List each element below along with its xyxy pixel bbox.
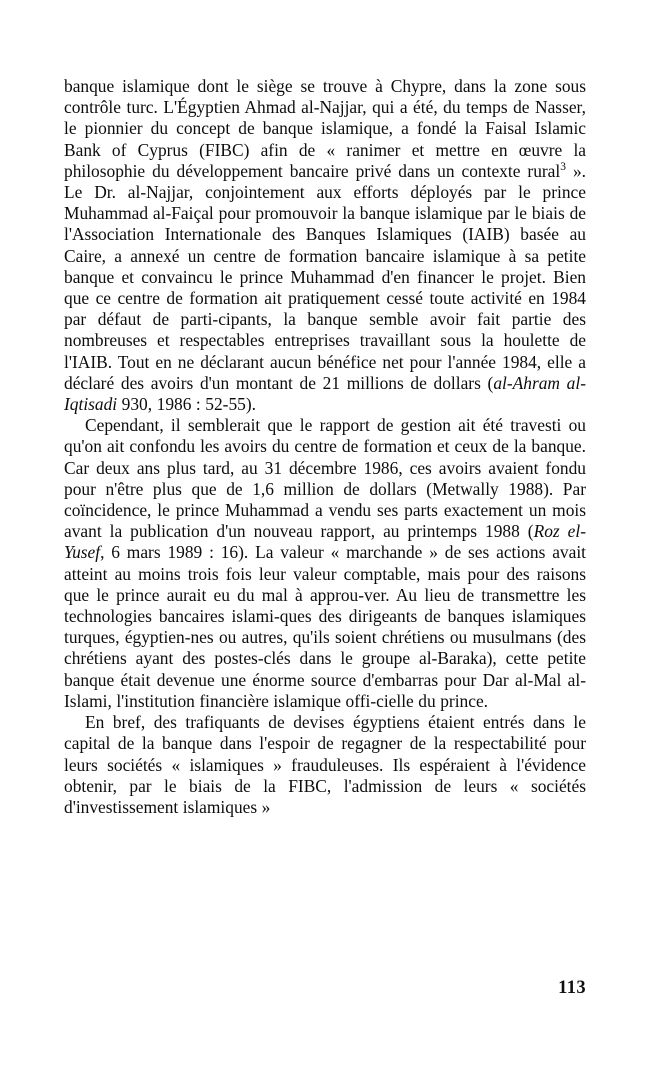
- text-run: Cependant, il semblerait que le rapport de gestion ait été travesti ou qu'on ait confondu les avoirs du centre de formation et ceux de la banque. Car deux ans plus tard, au 31 décembre 1986, ces avoirs avaient fondu pour n'être plus que de 1,6 million de dollars (Metwally 1988). Par coïncidence, le prince Muhammad a vendu ses parts exactement un mois avant la publication d'un nouveau rapport, au printemps 1988 (: [64, 415, 586, 542]
- italic-citation: al-Ahram al-Iqtisadi: [64, 372, 586, 415]
- paragraph-cyprus-bank: [64, 76, 586, 415]
- paragraph-management-report: [64, 415, 586, 712]
- paragraph-currency-traffickers: [64, 712, 586, 818]
- text-run: banque islamique dont le siège se trouve à Chypre, dans la zone sous contrôle turc. L'Égyptien Ahmad al-Najjar, qui a été, du temps de Nasser, le pionnier du concept de banque islamique, a fondé la Faisal Islamic Bank of Cyprus (FIBC) afin de « ranimer et mettre en œuvre la philosophie du développement bancaire privé dans un contexte rural: [64, 76, 586, 181]
- text-run: ». Le Dr. al-Najjar, conjointement aux efforts déployés par le prince Muhammad al-Faiçal pour promouvoir la banque islamique par le biais de l'Association Internationale des Banques Islamiques (IAIB) basée au Caire, a annexé un centre de formation bancaire islamique à sa petite banque et convaincu le prince Muhammad d'en financer le projet. Bien que ce centre de formation ait pratiquement cessé toute activité en 1984 par défaut de parti-cipants, la banque semble avoir fait partie des nombreuses et respectables entreprises travaillant sous la houlette de l'IAIB. Tout en ne déclarant aucun bénéfice net pour l'année 1984, elle a déclaré des avoirs d'un montant de 21 millions de dollars (: [64, 160, 586, 393]
- footnote-marker: 3: [560, 161, 566, 174]
- text-run: , 6 mars 1989 : 16). La valeur « marchande » de ses actions avait atteint au moins trois fois leur valeur comptable, mais pour des raisons que le prince aurait eu du mal à approu-ver. Au lieu de transmettre les technologies bancaires islami-ques des dirigeants de banques islamiques turques, égyptien-nes ou autres, qu'ils soient chrétiens ou musulmans (des chrétiens ayant des postes-clés dans le groupe al-Baraka), cette petite banque était devenue une énorme source d'embarras pour Dar al-Mal al-Islami, l'institution financière islamique offi-cielle du prince.: [64, 542, 586, 711]
- italic-citation: Roz el-Yusef: [64, 521, 586, 563]
- page-number: 113: [558, 978, 586, 998]
- text-run: 930, 1986 : 52-55).: [117, 394, 256, 415]
- page-body-text: [64, 76, 586, 818]
- text-run: En bref, des trafiquants de devises égyptiens étaient entrés dans le capital de la banque dans l'espoir de regagner de la respectabilité pour leurs sociétés « islamiques » frauduleuses. Ils espéraient à l'évidence obtenir, par le biais de la FIBC, l'admission de leurs « sociétés d'investissement islamiques »: [64, 712, 586, 817]
